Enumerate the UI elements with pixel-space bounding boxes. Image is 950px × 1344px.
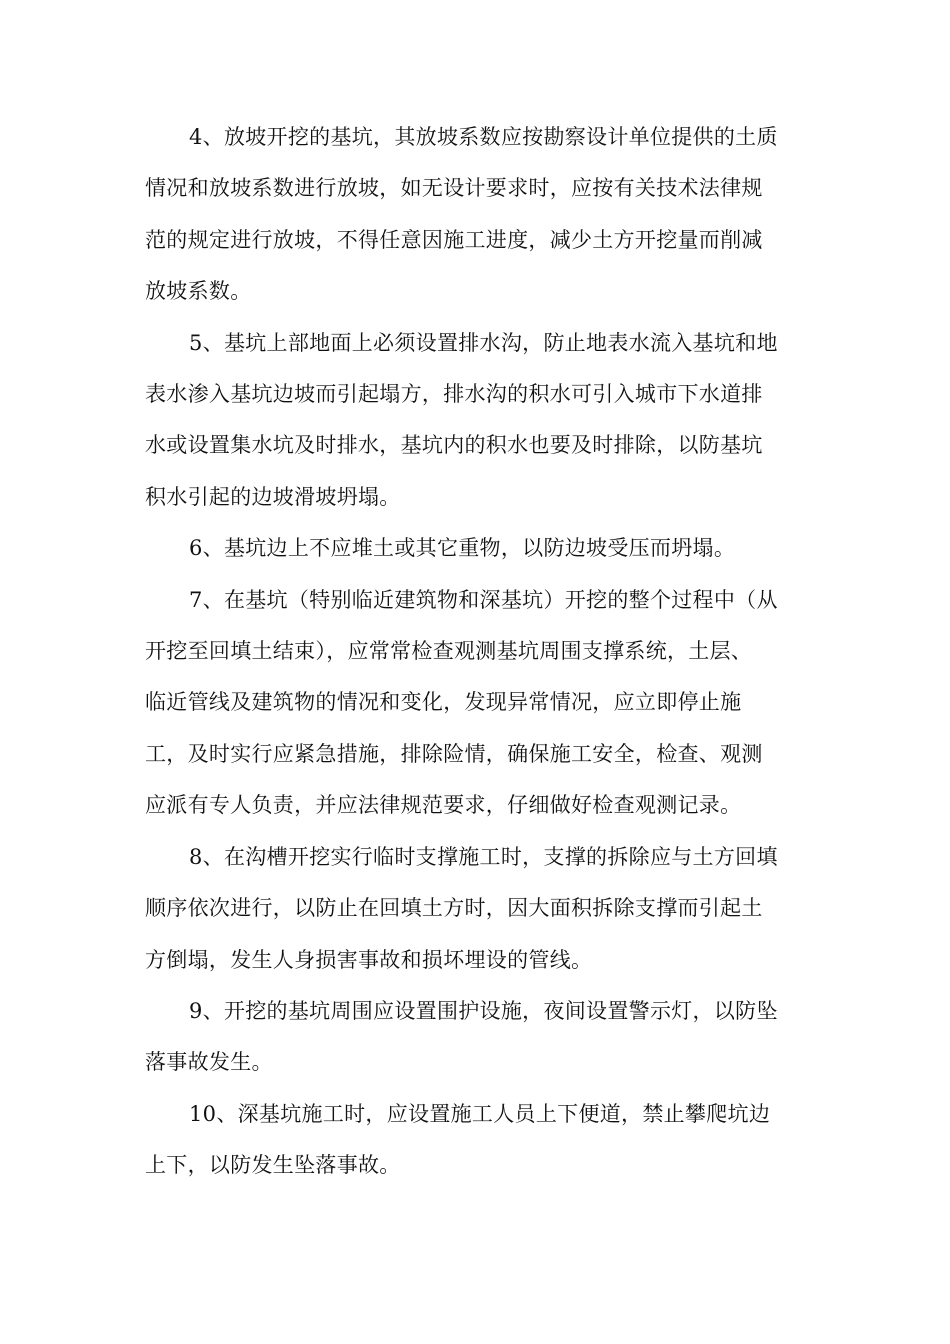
paragraph-line: 方倒塌，发生人身损害事故和损坏埋设的管线。	[145, 947, 593, 972]
paragraph-line: 上下，以防发生坠落事故。	[145, 1153, 401, 1178]
paragraph-line: 落事故发生。	[145, 1050, 273, 1075]
paragraph-7	[145, 575, 807, 832]
paragraph-line: 5、基坑上部地面上必须设置排水沟，防止地表水流入基坑和地	[189, 330, 778, 355]
paragraph-line: 临近管线及建筑物的情况和变化，发现异常情况，应立即停止施	[145, 690, 742, 715]
paragraph-line: 水或设置集水坑及时排水，基坑内的积水也要及时排除，以防基坑	[145, 433, 763, 458]
paragraph-line: 开挖至回填土结束），应常常检查观测基坑周围支撑系统，土层、	[145, 639, 753, 664]
paragraph-line: 10、深基坑施工时，应设置施工人员上下便道，禁止攀爬坑边	[189, 1101, 771, 1126]
paragraph-4	[145, 112, 807, 318]
paragraph-line: 放坡系数。	[145, 279, 252, 304]
paragraph-line: 工，及时实行应紧急措施，排除险情，确保施工安全，检查、观测	[145, 741, 763, 766]
paragraph-6	[145, 523, 807, 574]
paragraph-line: 应派有专人负责，并应法律规范要求，仔细做好检查观测记录。	[145, 793, 742, 818]
paragraph-10	[145, 1089, 807, 1192]
paragraph-line: 4、放坡开挖的基坑，其放坡系数应按勘察设计单位提供的土质	[189, 125, 778, 149]
paragraph-line: 情况和放坡系数进行放坡，如无设计要求时，应按有关技术法律规	[145, 176, 763, 201]
document-body	[145, 112, 807, 1192]
paragraph-line: 8、在沟槽开挖实行临时支撑施工时，支撑的拆除应与土方回填	[189, 844, 778, 869]
paragraph-line: 7、在基坑（特别临近建筑物和深基坑）开挖的整个过程中（从	[189, 587, 778, 612]
paragraph-9	[145, 986, 807, 1089]
paragraph-8	[145, 832, 807, 986]
paragraph-line: 顺序依次进行，以防止在回填土方时，因大面积拆除支撑而引起土	[145, 896, 763, 921]
paragraph-line: 积水引起的边坡滑坡坍塌。	[145, 484, 401, 509]
paragraph-5	[145, 318, 807, 524]
paragraph-line: 9、开挖的基坑周围应设置围护设施，夜间设置警示灯，以防坠	[189, 998, 778, 1023]
paragraph-line: 6、基坑边上不应堆土或其它重物，以防边坡受压而坍塌。	[189, 536, 736, 561]
paragraph-line: 范的规定进行放坡，不得任意因施工进度，减少土方开挖量而削减	[145, 227, 763, 252]
paragraph-line: 表水渗入基坑边坡而引起塌方，排水沟的积水可引入城市下水道排	[145, 382, 763, 407]
